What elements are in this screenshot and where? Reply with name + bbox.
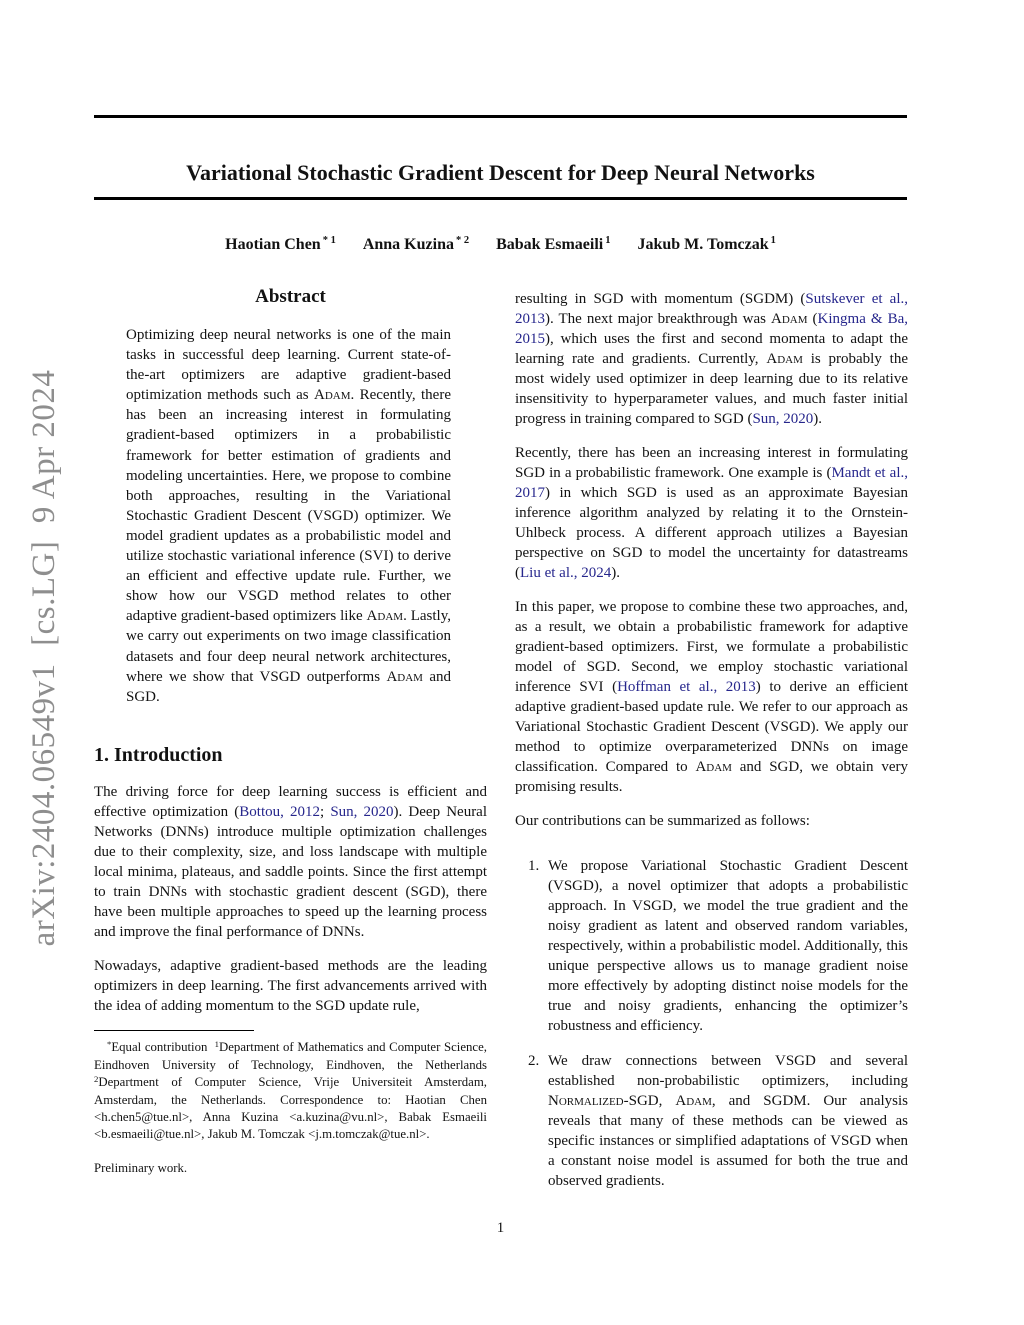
citation-link[interactable]: Sun, 2020 [330,803,394,820]
section-heading-introduction: 1. Introduction [94,743,223,766]
body-paragraph-sgdm-adam [515,289,908,429]
title-rule-bottom [94,197,907,200]
list-item-text [548,856,908,1036]
body-paragraph-probabilistic-sgd [515,443,908,583]
text-run: In this paper, we propose to combine these two approaches, and, as a result, we obtain a probabilistic framework for adaptive gradient-based optimizers. First, we formulate a probabilistic model of SGD. Second, we employ stochastic variational inference SVI ( [515,599,908,695]
list-item-number: 2. [528,1053,540,1069]
text-run: ; [320,803,331,820]
text-run: We propose Variational Stochastic Gradient Descent (VSGD), a novel optimizer that adopts a probabilistic approach. In VSGD, we model the true gradient and the noisy gradient as latent and observed random variables, respectively, within a probabilistic model. Additionally, this unique perspective allows us to manage gradient noise more effectively by adopting distinct noise models for the true and noisy gradients, enhancing the optimizer’s robustness and efficiency. [548,858,908,1034]
text-run: Optimizing deep neural networks is one of the main tasks in successful deep learning. Current state-of-the-art optimizers are adaptive gradient-based optimization methods such as [126,327,451,404]
citation-link[interactable]: Sutskever et al., 2013 [515,291,908,327]
author [637,236,775,254]
author-name: Anna Kuzina [362,236,454,253]
text-run: Recently, there has been an increasing interest in formulating SGD in a probabilistic framework. One example is ( [515,445,908,481]
author-affiliation-marker: 1 [605,235,611,246]
text-run: ). [611,565,620,581]
text-run: Equal contribution [111,1040,215,1055]
author-affiliation-marker: * 2 [455,235,470,246]
text-run: -SGD, [623,1093,676,1109]
list-item-text [548,1051,908,1191]
intro-paragraph-1 [94,782,487,942]
citation-link[interactable]: Sun, 2020 [752,411,814,427]
text-run: ). Deep Neural Networks (DNNs) introduce multiple optimization challenges due to their complexity, size, and loss landscape with multiple local minima, plateaus, and saddle points. Since the first attempt to train DNNs with stochastic gradient descent (SGD), there have been multiple approaches to speed up the learning process and improve the final performance of DNNs. [94,803,488,940]
list-item-number: 1. [528,858,540,874]
author-affiliation-marker: 1 [770,235,776,246]
right-column [515,289,908,1206]
author [496,236,610,254]
text-run: 1 [214,1039,219,1050]
author-name: Babak Esmaeili [496,236,604,253]
author [363,236,469,254]
citation-link[interactable]: Kingma & Ba, 2015 [515,311,908,347]
arxiv-watermark: arXiv:2404.06549v1 [cs.LG] 9 Apr 2024 [26,369,62,947]
text-run: Department of Mathematics and Computer Science, Eindhoven University of Technology, Eindhoven, the Netherlands [94,1040,487,1073]
citation-link[interactable]: Liu et al., 2024 [520,565,612,581]
text-run: and SGD. [126,668,451,705]
author-line [94,236,907,254]
text-run: Adam [313,387,351,404]
text-run: , and SGDM. Our analysis reveals that many of these methods can be viewed as specific instances or simplified adaptations of VSGD when a constant noise model is assumed for both the true and observed gradients. [548,1093,908,1189]
text-run: . Lastly, we carry out experiments on two image classification datasets and four deep neural network architectures, where we show that VSGD outperforms [126,608,451,685]
text-run: Department of Computer Science, Vrije Universiteit Amsterdam, Amsterdam, the Netherlands. Correspondence to: Haotian Chen <h.chen5@tue.nl>, Anna Kuzina <a.kuzina@vu.nl>, Babak Esmaeili <b.esmaeili@tue.nl>, Jakub M. Tomczak <j.m.tomczak@tue.nl>. [94,1075,487,1142]
text-run: Adam [675,1093,712,1109]
text-run: The driving force for deep learning success is efficient and effective optimization ( [94,783,487,820]
footnote-rule [94,1030,254,1032]
text-run: ). The next major breakthrough was [545,311,772,327]
text-run: Normalized [548,1093,624,1109]
text-run: ), which uses the first and second momenta to adapt the learning rate and gradients. Currently, [515,331,908,367]
left-column [94,286,487,1177]
citation-link[interactable]: Bottou, 2012 [239,803,320,820]
text-run: ) in which SGD is used as an approximate Bayesian inference algorithm analyzed by relating it to the Ornstein-Uhlbeck process. A different approach utilizes a Bayesian perspective on SGD to model the uncertainty for datastreams ( [515,485,908,581]
text-run: and SGD, we obtain very promising results. [515,759,908,795]
text-run: ). [813,411,823,427]
text-run: Nowadays, adaptive gradient-based methods are the leading optimizers in deep learning. The first advancements arrived with the idea of adding momentum to the SGD update rule, [94,957,487,1014]
text-run: Adam [366,608,404,625]
text-run: * [107,1039,112,1050]
text-run: ( [807,311,818,327]
page-number: 1 [496,1220,505,1236]
contributions-intro: Our contributions can be summarized as follows: [515,813,810,829]
text-run: is probably the most widely used optimizer in deep learning due to its relative insensitivity to hyperparameter values, and much faster initial progress in training compared to SGD ( [515,351,908,427]
text-run: . Recently, there has been an increasing interest in formulating gradient-based optimizers in a probabilistic framework for better estimation of gradients and modeling uncertainties. Here, we propose to combine both approaches, resulting in the Variational Stochastic Gradient Descent (VSGD) optimizer. We model gradient updates as a probabilistic model and utilize stochastic variational inference (SVI) to derive an efficient and effective update rule. Further, we show how our VSGD method relates to other adaptive gradient-based optimizers like [126,387,451,625]
preliminary-work-note: Preliminary work. [94,1161,188,1176]
body-paragraph-vsgd-proposal [515,597,908,797]
author-name: Haotian Chen [225,236,321,253]
intro-paragraph-2 [94,956,487,1016]
text-run: We draw connections between VSGD and several established non-probabilistic optimizers, including [548,1053,908,1089]
title-rule-top [94,115,907,118]
citation-link[interactable]: Hoffman et al., 2013 [617,679,756,695]
text-run: Adam [386,668,423,685]
text-run: Adam [695,759,732,775]
text-run: 2 [94,1074,99,1085]
paper-title: Variational Stochastic Gradient Descent for Deep Neural Networks [186,159,815,185]
text-run: Adam [771,311,808,327]
text-run: ) to derive an efficient adaptive gradient-based update rule. We refer to our approach as Variational Stochastic Gradient Descent (VSGD). We apply our method to optimize overparameterized DNNs on image classification. Compared to [515,679,908,775]
author-name: Jakub M. Tomczak [637,236,769,253]
list-item [515,1051,908,1191]
author-affiliation-marker: * 1 [322,235,336,246]
footnote-text [94,1039,487,1143]
citation-link[interactable]: Mandt et al., 2017 [515,465,908,501]
list-item [515,856,908,1036]
abstract-heading: Abstract [255,286,326,307]
abstract-text [126,325,451,707]
text-run: resulting in SGD with momentum (SGDM) ( [515,291,806,307]
text-run: Adam [766,351,803,367]
author [225,236,336,254]
contributions-list [515,856,908,1191]
